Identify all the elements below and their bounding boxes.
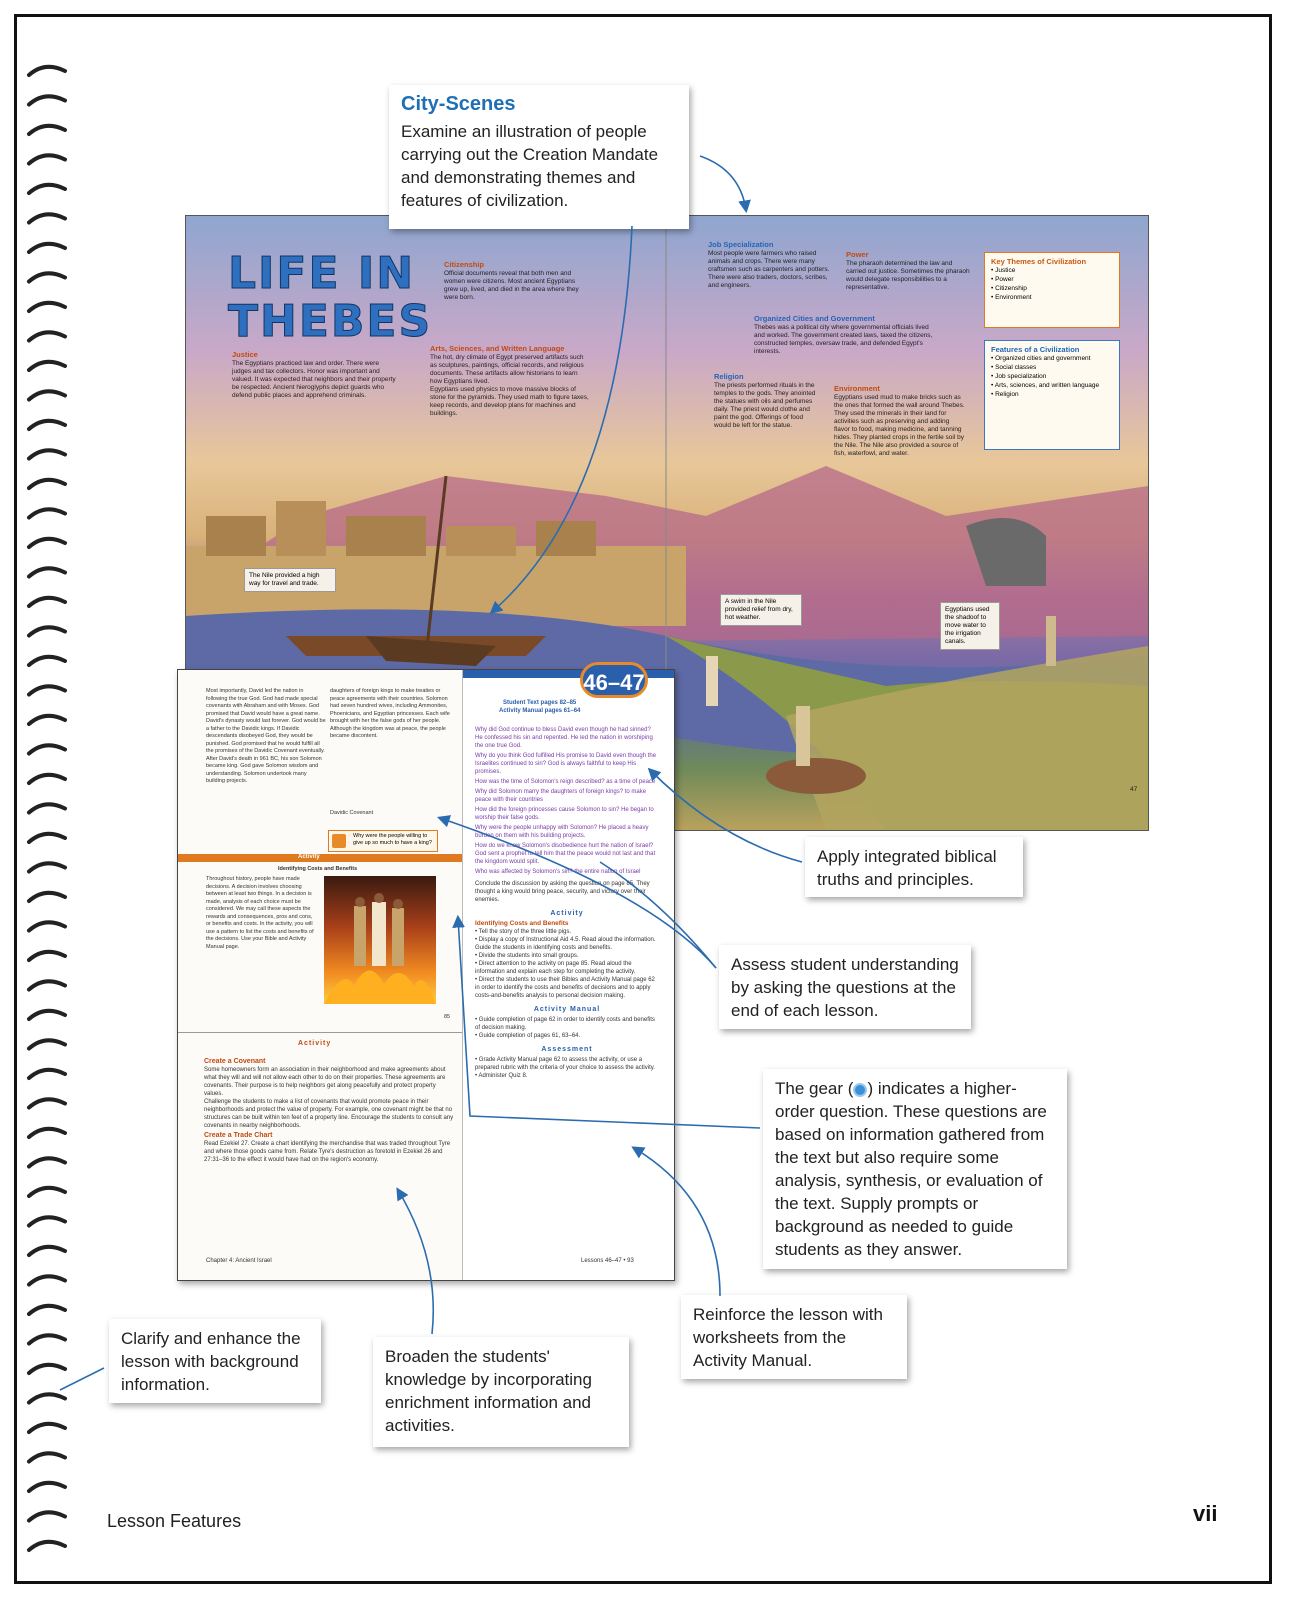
page-number: vii	[1193, 1501, 1218, 1526]
spiral-ring	[29, 155, 65, 163]
spiral-ring	[29, 96, 65, 104]
justice-heading: Justice	[232, 350, 258, 359]
spiral-ring	[29, 273, 65, 281]
inner-activity-title: Identifying Costs and Benefits	[278, 866, 358, 872]
organized-heading: Organized Cities and Government	[754, 314, 875, 323]
spiral-ring	[29, 1453, 65, 1461]
student-pages: Student Text pages 82–85	[503, 700, 577, 706]
left-activity-head: Activity	[298, 1040, 332, 1047]
gear-text-after: ) indicates a higher-order question. These questions are based on information gathered from the text but also require some analysis, synthesis, or evaluation of the text. Supply prompts or background as needed to guide students as they answer.	[775, 1079, 1047, 1259]
organized-text: Thebes was a political city where governmental officials lived and worked. The government created laws, taxed the citizens, constructed temples, oversaw trade, and defended Egypt's interests.	[754, 324, 933, 355]
fiery-furnace-image	[324, 876, 436, 1004]
why-box-text: Why were the people willing to give up so much to have a king?	[353, 833, 432, 846]
justice-block	[232, 350, 397, 400]
spiral-ring	[29, 716, 65, 724]
spiral-ring	[29, 1129, 65, 1137]
left-body-text: Most importantly, David led the nation in following the true God. God had made special covenants with Abraham and with Moses. God promised that David would have a great name. David's dynasty would last forever. God would be a father to the Davidic kings. If Davidic descendants disobeyed God, they would be punished. God promised that he would fulfill all the promises of the Davidic Covenant eventually. After David's death in 961 BC, his son Solomon became king. God gave Solomon wisdom and understanding. Solomon undertook many building projects.	[206, 688, 326, 784]
spiral-ring	[29, 1217, 65, 1225]
citizenship-heading: Citizenship	[444, 260, 485, 269]
spiral-ring	[29, 67, 65, 75]
spiral-ring	[29, 1483, 65, 1491]
question-8: Who was affected by Solomon's sin? the entire nation of Israel	[475, 869, 641, 875]
arts-text: The hot, dry climate of Egypt preserved artifacts such as sculptures, paintings, official records, and religious documents. These artifacts allow historians to learn how Egyptians lived.	[430, 354, 584, 385]
spiral-ring	[29, 804, 65, 812]
arts-heading: Arts, Sciences, and Written Language	[430, 344, 565, 353]
activity-pages: Activity Manual pages 61–64	[499, 708, 581, 714]
teacher-lesson-page	[177, 669, 675, 1281]
spiral-ring	[29, 1542, 65, 1550]
spiral-ring	[29, 1335, 65, 1343]
features-heading: Features of a Civilization	[991, 345, 1080, 354]
identify-item: • Direct the students to use their Bibles and Activity Manual page 62 in order to identify the costs and benefits of decisions and to apply costs-and-benefits analysis to personal decision making.	[475, 977, 655, 999]
assess-item: • Administer Quiz 8.	[475, 1073, 528, 1079]
covenant-block	[204, 1058, 454, 1164]
trade-heading: Create a Trade Chart	[204, 1132, 273, 1139]
covenant-text-2: Challenge the students to make a list of covenants that would promote peace in their neighborhoods and protect the value of property. For example, one covenant might be that no structures can be built within ten feet of a property line. Encourage the students to consult any covenants in nearby neighborhoods.	[204, 1099, 454, 1129]
feature-item: • Organized cities and government	[991, 355, 1091, 362]
identify-heading: Identifying Costs and Benefits	[475, 920, 569, 927]
religion-text: The priests performed rituals in the temples to the gods. They anointed the statues with oils and perfumes daily. The priest would clothe and paint the god. Offerings of food would be left for the statue.	[714, 382, 816, 429]
theme-item: • Justice	[991, 267, 1016, 274]
lesson-number-badge: 46–47	[580, 662, 648, 698]
environment-text: Egyptians used mud to make bricks such as the ones that formed the wall around Thebes. They used the minerals in their land for activities such as preserving and adding flavor to food, making medicine, and tanning hides. They planted crops in the fertile soil by the Nile. The Nile also provided a source of fish, waterfowl, and water.	[834, 394, 965, 457]
question-1: Why did God continue to bless David even though he had sinned? He confessed his sin and repented. He led the nation in worshiping the one true God.	[475, 727, 653, 749]
spiral-ring	[29, 332, 65, 340]
spiral-ring	[29, 952, 65, 960]
power-text: The pharaoh determined the law and carried out justice. Sometimes the pharaoh would delegate responsibilities to a representative.	[846, 260, 970, 291]
spiral-ring	[29, 1040, 65, 1048]
question-6: Why were the people unhappy with Solomon? He placed a heavy burden on them with his building projects.	[475, 825, 649, 839]
trade-text: Read Ezekiel 27. Create a chart identifying the merchandise that was traded throughout Tyre and where those goods came from. Relate Tyre's destruction as foretold in Ezekiel 26 and 27:31–36 to the effect it would have had on the region's economy.	[204, 1141, 451, 1163]
spiral-ring	[29, 303, 65, 311]
religion-heading: Religion	[714, 372, 744, 381]
job-text: Most people were farmers who raised animals and crops. There were many craftsmen such as carpenters and potters. There were also traders, doctors, scribes, and engineers.	[708, 250, 830, 289]
spiral-ring	[29, 1158, 65, 1166]
callout-city-scenes	[389, 85, 689, 229]
callout-clarify: Clarify and enhance the lesson with background information.	[109, 1319, 321, 1403]
spread-title	[228, 250, 432, 346]
spread-page-number: 47	[1130, 786, 1138, 793]
city-scenes-title: City-Scenes	[401, 93, 516, 115]
arts-text-2: Egyptians used physics to move massive blocks of stone for the pyramids. They used math to figure taxes, keep records, and develop plans for machines and buildings.	[430, 386, 589, 417]
justice-text: The Egyptians practiced law and order. There were judges and tax collectors. Honor was important and valued. It was expected that neighbors and their property be respected. Ancient hieroglyphs depict guards who defend public places and apprehend criminals.	[232, 360, 396, 399]
inner-page-number: 85	[444, 1014, 451, 1020]
question-7: How do we know Solomon's disobedience hurt the nation of Israel? God sent a prophet to tell him that the peace would not last and that the kingdom would split.	[475, 843, 656, 865]
spiral-ring	[29, 568, 65, 576]
spiral-binding	[23, 57, 71, 1577]
spiral-ring	[29, 1188, 65, 1196]
caption-shadoof: Egyptians used the shadoof to move water to the irrigation canals.	[940, 602, 1000, 650]
identify-item: • Tell the story of the three little pigs.	[475, 929, 572, 935]
spiral-ring	[29, 1247, 65, 1255]
inner-activity-head: Activity	[298, 854, 320, 860]
spiral-ring	[29, 391, 65, 399]
spiral-ring	[29, 244, 65, 252]
spiral-ring	[29, 598, 65, 606]
covenant-text: Some homeowners form an association in their neighborhood and make agreements about what they will and will not allow each other to do on their properties. These agreements are covenants. Their purpose is to help neighbors get along peacefully and protect property values.	[204, 1067, 446, 1097]
feature-item: • Religion	[991, 391, 1019, 398]
questions-list	[475, 726, 659, 1080]
question-2: Why do you think God fulfilled His promise to David even though the Israelites continued to sin? God is always faithful to keep His promises.	[475, 753, 657, 775]
activity-manual-heading: Activity Manual	[533, 1006, 601, 1013]
why-box	[328, 830, 438, 852]
covenant-heading: Create a Covenant	[204, 1058, 266, 1065]
identify-item: • Display a copy of Instructional Aid 4.5. Read aloud the information. Guide the students in identifying costs and benefits.	[475, 937, 656, 951]
spiral-ring	[29, 657, 65, 665]
spiral-ring	[29, 450, 65, 458]
question-5: How did the foreign princesses cause Solomon to sin? He began to worship their false gods.	[475, 807, 654, 821]
callout-assess: Assess student understanding by asking the questions at the end of each lesson.	[719, 945, 971, 1029]
davidic-covenant-label: Davidic Covenant	[330, 810, 374, 816]
spiral-ring	[29, 509, 65, 517]
activity-heading: Activity	[550, 910, 584, 917]
spiral-ring	[29, 362, 65, 370]
conclude-text: Conclude the discussion by asking the question on page 85. They thought a king would bring peace, security, and victory over their enemies.	[475, 881, 650, 903]
spiral-ring	[29, 1394, 65, 1402]
right-column	[462, 670, 675, 1280]
city-scenes-text: Examine an illustration of people carrying out the Creation Mandate and demonstrating themes and features of civilization.	[401, 122, 659, 210]
footer-left: Chapter 4: Ancient Israel	[206, 1258, 272, 1264]
title-line-2: THEBES	[228, 296, 433, 347]
power-heading: Power	[846, 250, 869, 259]
religion-block	[714, 372, 820, 430]
callout-broaden: Broaden the students' knowledge by incorporating enrichment information and activities.	[373, 1337, 629, 1447]
spiral-ring	[29, 834, 65, 842]
section-title: Lesson Features	[107, 1511, 242, 1531]
job-heading: Job Specialization	[708, 240, 774, 249]
title-line-1: LIFE IN	[228, 248, 416, 299]
spiral-ring	[29, 1099, 65, 1107]
power-block	[846, 250, 972, 292]
spiral-ring	[29, 686, 65, 694]
spiral-ring	[29, 863, 65, 871]
spiral-ring	[29, 775, 65, 783]
spiral-ring	[29, 480, 65, 488]
spiral-ring	[29, 893, 65, 901]
caption-nile-swim: A swim in the Nile provided relief from dry, hot weather.	[720, 594, 802, 626]
identify-item: • Direct attention to the activity on page 85. Read aloud the information and explain each step for completing the activity.	[475, 961, 636, 975]
spiral-ring	[29, 1424, 65, 1432]
inner-activity-text: Throughout history, people have made decisions. A decision involves choosing between at least two things. In a decision is made, analysis of each choice must be considered. We may call these aspects the rewards and consequences, pros and cons, or benefits and costs. In the activity, you will use a pattern to list the costs and benefits of the decisions. Use your Bible and Activity Manual page.	[206, 876, 314, 950]
callout-gear	[763, 1069, 1067, 1269]
activity-bar	[178, 854, 462, 862]
gear-text-before: The gear (	[775, 1079, 854, 1098]
spiral-ring	[29, 539, 65, 547]
environment-block	[834, 384, 966, 458]
environment-heading: Environment	[834, 384, 880, 393]
gear-icon	[853, 1083, 867, 1097]
am-item: • Guide completion of page 62 in order to identify costs and benefits of decision making.	[475, 1017, 655, 1031]
callout-reinforce: Reinforce the lesson with worksheets from the Activity Manual.	[681, 1295, 907, 1379]
key-themes-heading: Key Themes of Civilization	[991, 257, 1087, 266]
theme-item: • Power	[991, 276, 1014, 283]
page-frame	[14, 14, 1272, 1584]
features-box	[984, 340, 1120, 450]
divider	[178, 1032, 462, 1033]
spiral-ring	[29, 1276, 65, 1284]
citizenship-block	[444, 260, 584, 302]
theme-item: • Environment	[991, 294, 1032, 301]
key-themes-box	[984, 252, 1120, 328]
question-3: How was the time of Solomon's reign described? as a time of peace	[475, 779, 656, 785]
job-block	[708, 240, 830, 290]
spiral-ring	[29, 1365, 65, 1373]
am-item: • Guide completion of pages 61, 63–64.	[475, 1033, 581, 1039]
spiral-ring	[29, 922, 65, 930]
spiral-ring	[29, 745, 65, 753]
spiral-ring	[29, 185, 65, 193]
spiral-ring	[29, 214, 65, 222]
citizenship-text: Official documents reveal that both men and women were citizens. Most ancient Egyptians grew up, lived, and died in the area where they were born.	[444, 270, 579, 301]
question-4: Why did Solomon marry the daughters of foreign kings? to make peace with their countries	[475, 789, 647, 803]
footer-right: Lessons 46–47 • 93	[581, 1258, 634, 1264]
spiral-ring	[29, 1306, 65, 1314]
discussion-icon	[332, 834, 346, 848]
feature-item: • Arts, sciences, and written language	[991, 382, 1100, 389]
spiral-ring	[29, 981, 65, 989]
spiral-ring	[29, 1070, 65, 1078]
spiral-ring	[29, 627, 65, 635]
assess-item: • Grade Activity Manual page 62 to assess the activity, or use a prepared rubric with the criteria of your choice to assess the activity.	[475, 1057, 655, 1071]
identify-item: • Divide the students into small groups.	[475, 953, 579, 959]
organized-block	[754, 314, 934, 356]
spiral-ring	[29, 126, 65, 134]
theme-item: • Citizenship	[991, 285, 1027, 292]
spiral-ring	[29, 421, 65, 429]
assessment-heading: Assessment	[541, 1046, 593, 1053]
feature-item: • Social classes	[991, 364, 1037, 371]
arts-block	[430, 344, 590, 418]
caption-nile-travel: The Nile provided a high way for travel and trade.	[244, 568, 336, 592]
callout-biblical: Apply integrated biblical truths and principles.	[805, 837, 1023, 897]
spiral-ring	[29, 1011, 65, 1019]
feature-item: • Job specialization	[991, 373, 1047, 380]
spiral-ring	[29, 1512, 65, 1520]
left-body-text-2: daughters of foreign kings to make treaties or peace agreements with their countries. Solomon had seven hundred wives, including Ammonites, Phoenicians, and Egyptian princesses. Each wife brought with her the false gods of her people. Although the kingdom was at peace, the people became discontent.	[330, 688, 450, 739]
